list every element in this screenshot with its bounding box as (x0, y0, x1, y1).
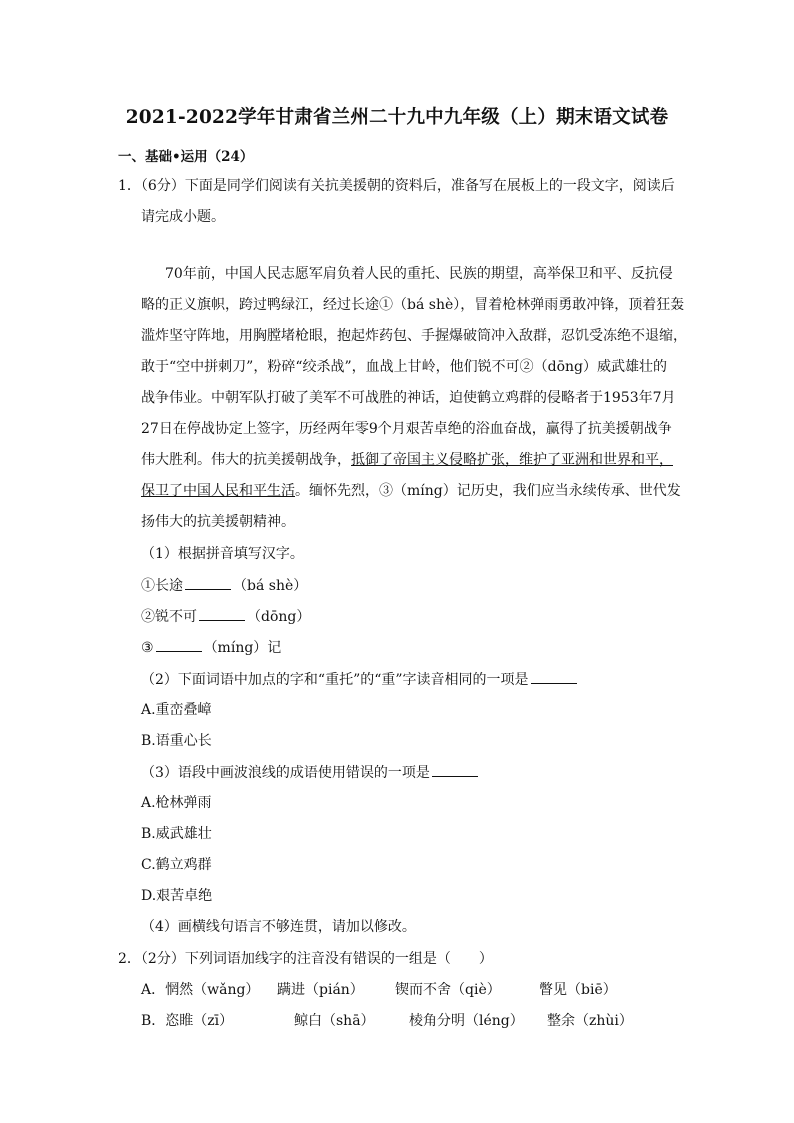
passage-line-5: 战争伟业。中朝军队打破了美军不可战胜的神话，迫使鹤立鸡群的侵略者于1953年7月 (141, 390, 676, 406)
pinyin: （dōng） (247, 609, 311, 625)
fill-item-2 (141, 606, 310, 627)
option-a[interactable]: A.重峦叠嶂 (141, 702, 212, 718)
fill-item-3 (141, 637, 281, 658)
passage-line-6: 27日在停战协定上签字，历经两年零9个月艰苦卓绝的浴血奋战，赢得了抗美援朝战争 (141, 421, 672, 437)
answer-blank[interactable] (199, 606, 245, 621)
answer-blank[interactable] (432, 762, 478, 777)
passage-line-3: 滥炸坚守阵地，用胸膛堵枪眼，抱起炸药包、手握爆破筒冲入敌群，忍饥受冻绝不退缩， (141, 328, 687, 344)
page-title: 2021-2022学年甘肃省兰州二十九中九年级（上）期末语文试卷 (125, 107, 669, 128)
pinyin-item: 棱角分明（léng） (409, 1013, 524, 1029)
pinyin-item: 整余（zhùi） (547, 1013, 633, 1029)
pinyin-item: 瞥见（biē） (539, 982, 617, 998)
passage-text: 。缅怀先烈，③（míng）记历史，我们应当永续传承、世代发 (295, 483, 681, 499)
subquestion-3 (141, 762, 480, 783)
passage-line-9: 扬伟大的抗美援朝精神。 (141, 514, 295, 530)
passage-text: 伟大胜利。伟大的抗美援朝战争， (141, 452, 351, 468)
answer-blank[interactable] (531, 669, 577, 684)
q2-option-row-b[interactable] (141, 1011, 633, 1031)
subquestion-1: （1）根据拼音填写汉字。 (141, 546, 304, 562)
option-b[interactable]: B.威武雄壮 (141, 826, 212, 842)
question-text: （3）语段中画波浪线的成语使用错误的一项是 (141, 765, 430, 781)
option-c[interactable]: C.鹤立鸡群 (141, 857, 212, 873)
question-text: （2）下面词语中加点的字和“重托”的“重”字读音相同的一项是 (141, 672, 529, 688)
underlined-sentence: 保卫了中国人民和平生活 (141, 483, 295, 499)
fill-prompt: ②锐不可 (141, 609, 197, 625)
subquestion-2 (141, 669, 579, 690)
answer-blank[interactable] (185, 575, 231, 590)
pinyin-item: 鲸白（shā） (294, 1013, 375, 1029)
option-a[interactable]: A.枪林弹雨 (141, 795, 212, 811)
passage-line-7 (141, 450, 673, 470)
pinyin: （bá shè） (233, 578, 308, 594)
pinyin-item: A．惘然（wǎng） (141, 982, 260, 998)
passage-line-2: 略的正义旗帜，跨过鸭绿江，经过长途①（bá shè），冒着枪林弹雨勇敢冲锋，顶着狂轰 (141, 297, 685, 313)
q1-stem-line2: 请完成小题。 (141, 209, 225, 225)
q2-option-row-a[interactable] (141, 980, 617, 1000)
section-heading: 一、基础•运用（24） (118, 149, 254, 165)
fill-prompt: ①长途 (141, 578, 183, 594)
underlined-sentence: 抵御了帝国主义侵略扩张，维护了亚洲和世界和平， (351, 452, 673, 468)
q2-stem: 2．（2分）下列词语加线字的注音没有错误的一组是（ ） (118, 951, 493, 967)
fill-prompt: ③ (141, 640, 154, 656)
option-d[interactable]: D.艰苦卓绝 (141, 888, 213, 904)
pinyin: （míng）记 (203, 640, 282, 656)
subquestion-4: （4）画横线句语言不够连贯，请加以修改。 (141, 919, 416, 935)
option-b[interactable]: B.语重心长 (141, 733, 212, 749)
passage-line-8 (141, 481, 681, 501)
passage-line-4: 敢于“空中拼刺刀”，粉碎“绞杀战”，血战上甘岭，他们锐不可②（dōng）威武雄壮的 (141, 359, 667, 375)
answer-blank[interactable] (156, 637, 202, 652)
passage-line-1: 70年前，中国人民志愿军肩负着人民的重托、民族的期望，高举保卫和平、反抗侵 (165, 266, 673, 282)
pinyin-item: 蹒进（pián） (277, 982, 364, 998)
pinyin-item: 锲而不舍（qiè） (395, 982, 501, 998)
q1-stem-line1: 1．（6分）下面是同学们阅读有关抗美援朝的资料后，准备写在展板上的一段文字，阅读后 (118, 178, 675, 194)
pinyin-item: B．恣睢（zī） (141, 1013, 234, 1029)
fill-item-1 (141, 575, 307, 596)
